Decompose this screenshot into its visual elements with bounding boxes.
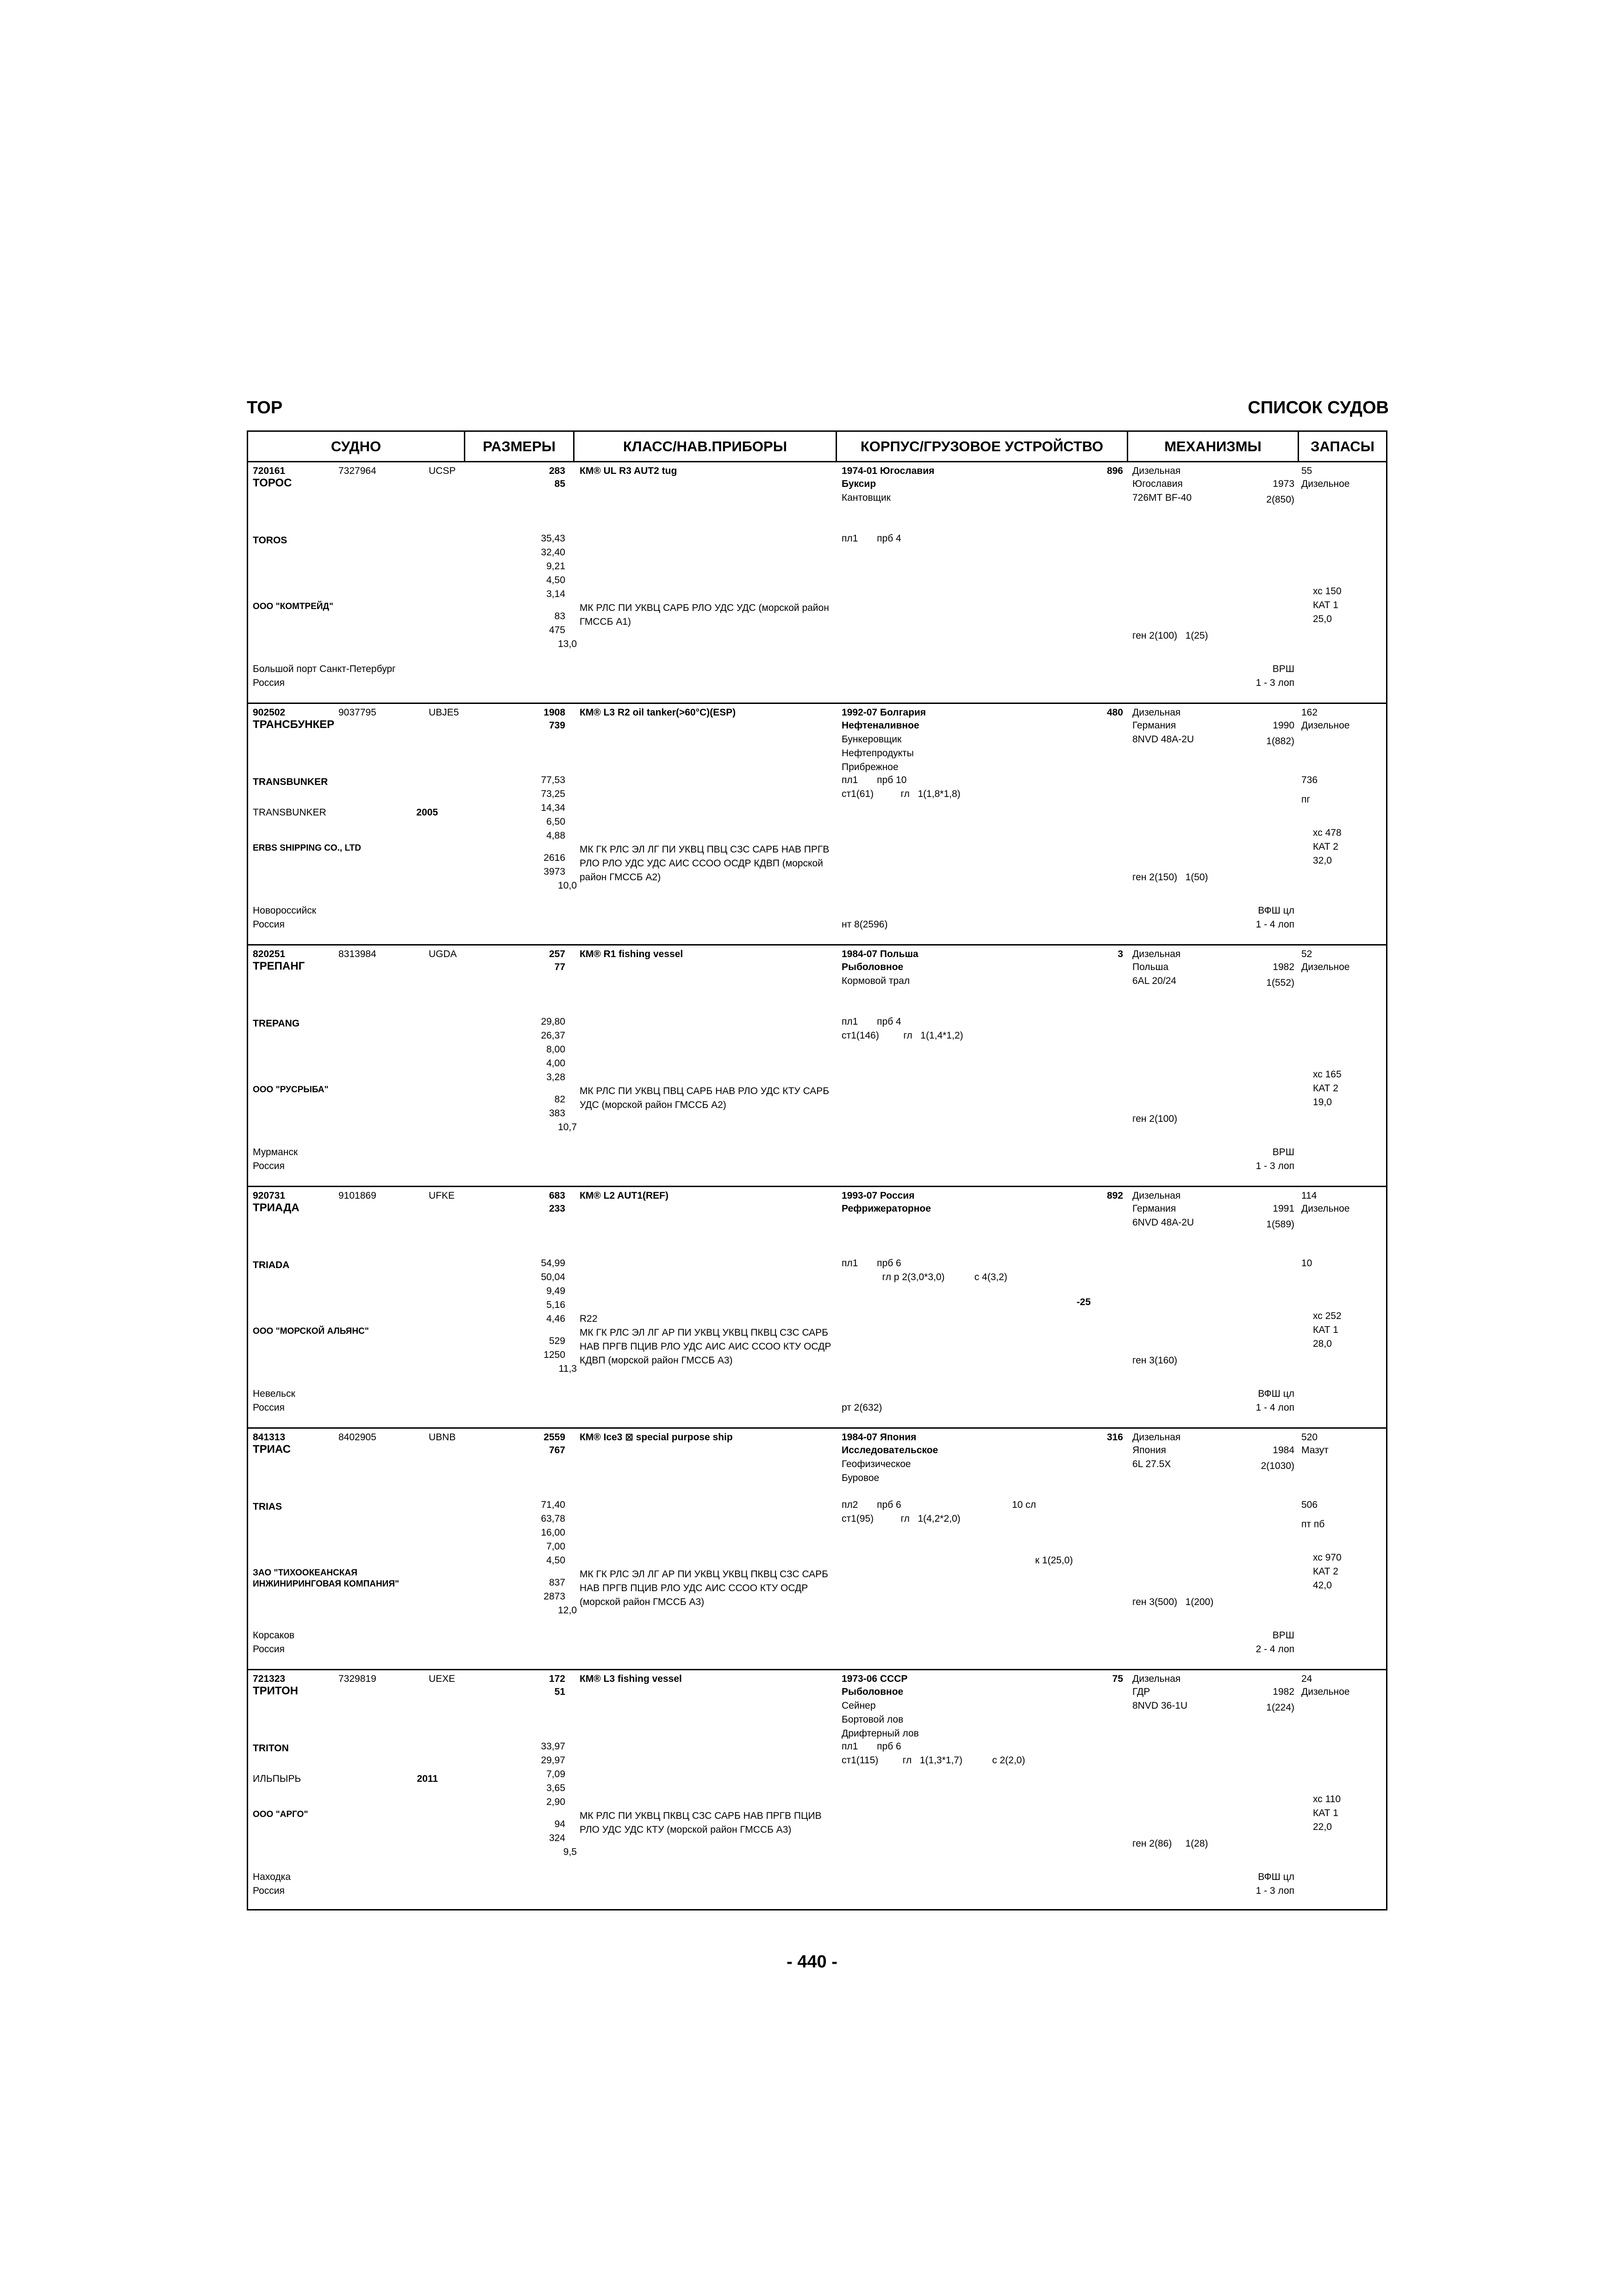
engine-type: Дизельная — [1132, 1190, 1181, 1201]
capacity-value: 10,7 — [558, 1122, 577, 1132]
net-tonnage: 739 — [549, 720, 565, 731]
home-port: Невельск — [253, 1388, 295, 1399]
engine-type: Дизельная — [1132, 1674, 1181, 1684]
refrigeration-value: хс 165 — [1313, 1069, 1342, 1080]
refrigeration-value: КАТ 2 — [1313, 1566, 1338, 1577]
refrigeration-value: КАТ 2 — [1313, 841, 1338, 852]
propeller-blades: 2 - 4 лоп — [1255, 1644, 1294, 1655]
refrigeration-value: 22,0 — [1313, 1822, 1332, 1832]
dimension-value: 6,50 — [546, 816, 565, 827]
engine-country: Германия — [1132, 720, 1176, 731]
class-notation: КМ® UL R3 AUT2 tug — [580, 466, 677, 476]
propeller: ВФШ цл — [1258, 1388, 1294, 1399]
generators: ген 2(86) 1(28) — [1132, 1838, 1208, 1849]
capacity-value: 3973 — [543, 866, 565, 877]
fuel-type: Дизельное — [1301, 962, 1350, 972]
nav-equipment: МК ГК РЛС ЭЛ ЛГ АР ПИ УКВЦ УКВЦ ПКВЦ СЗС САРБ НАВ ПРГВ ПЦИВ РЛО УДС АИС ССОО КТУ ОСДР (морской район ГМССБ А3) — [580, 1569, 828, 1607]
nav-equipment: МК РЛС ПИ УКВЦ САРБ РЛО УДС УДС (морской район ГМССБ А1) — [580, 603, 829, 627]
vessel-type: Рыболовное — [842, 962, 904, 972]
dimension-value: 29,80 — [541, 1016, 565, 1027]
hull-line: пл1 прб 4 — [842, 533, 901, 544]
refrigeration-value: 28,0 — [1313, 1338, 1332, 1349]
propeller-blades: 1 - 3 лоп — [1255, 678, 1294, 688]
nav-equipment: МК РЛС ПИ УКВЦ ПВЦ САРБ НАВ РЛО УДС КТУ САРБ УДС (морской район ГМССБ А2) — [580, 1086, 830, 1110]
capacity-value: 94 — [554, 1819, 565, 1829]
generators: ген 3(500) 1(200) — [1132, 1597, 1214, 1607]
vessel-entry — [248, 946, 1386, 1187]
vessel-name-ru: ТРАНСБУНКЕР — [253, 718, 335, 731]
fuel-type: Дизельное — [1301, 1686, 1350, 1697]
flag-country: Россия — [253, 678, 285, 688]
capacity-value: 475 — [549, 625, 565, 635]
engine-year: 1991 — [1273, 1203, 1294, 1214]
class-notation: КМ® L3 R2 oil tanker(>60°C)(ESP) — [580, 707, 736, 718]
purpose: Буровое — [842, 1473, 880, 1483]
owner: ООО "МОРСКОЙ АЛЬЯНС" — [253, 1326, 369, 1336]
capacity-value: 837 — [549, 1577, 565, 1588]
registry-number: 920731 — [253, 1190, 286, 1201]
dimension-value: 4,46 — [546, 1313, 565, 1324]
propeller: ВРШ — [1272, 1147, 1294, 1157]
purpose: Бункеровщик — [842, 734, 902, 745]
build-date-country: 1984-07 Польша — [842, 949, 918, 959]
call-sign: UBNB — [429, 1432, 456, 1443]
hull-line: ст1(95) гл 1(4,2*2,0) — [842, 1513, 961, 1524]
dimension-value: 14,34 — [541, 803, 565, 813]
column-header-class: КЛАСС/НАВ.ПРИБОРЫ — [575, 432, 836, 462]
registry-number: 820251 — [253, 949, 286, 959]
vessel-type: Рефрижераторное — [842, 1203, 931, 1214]
purpose: Геофизическое — [842, 1459, 911, 1469]
owner: ERBS SHIPPING CO., LTD — [253, 843, 362, 853]
running-header-right: СПИСОК СУДОВ — [1248, 398, 1389, 417]
vessel-name-ru: ТРЕПАНГ — [253, 960, 305, 972]
nav-equipment: МК ГК РЛС ЭЛ ЛГ ПИ УКВЦ ПВЦ СЗС САРБ НАВ ПРГВ РЛО РЛО УДС УДС АИС ССОО ОСДР КДВП (морской район ГМССБ А2) — [580, 844, 830, 883]
propeller-blades: 1 - 3 лоп — [1255, 1161, 1294, 1171]
hull-line: гл р 2(3,0*3,0) с 4(3,2) — [842, 1272, 1007, 1282]
engine-country: Югославия — [1132, 479, 1183, 489]
propeller: ВФШ цл — [1258, 905, 1294, 916]
build-date-country: 1993-07 Россия — [842, 1190, 915, 1201]
gross-tonnage: 1908 — [543, 707, 565, 718]
gross-tonnage: 257 — [549, 949, 565, 959]
engine-model: 6L 27.5X — [1132, 1459, 1171, 1469]
fuel-type: Дизельное — [1301, 1203, 1350, 1214]
imo-number: 7327964 — [338, 466, 376, 476]
capacity-value: 13,0 — [558, 639, 577, 649]
vessel-name-ru: ТОРОС — [253, 477, 292, 489]
dimension-value: 9,49 — [546, 1286, 565, 1296]
engine-model: 6AL 20/24 — [1132, 976, 1176, 986]
purpose: Прибрежное — [842, 762, 899, 772]
engine-model: 8NVD 48A-2U — [1132, 734, 1194, 745]
vessel-name-latin: TRIAS — [253, 1501, 282, 1512]
build-date-country: 1992-07 Болгария — [842, 707, 926, 718]
builder-number: 316 — [1106, 1432, 1123, 1443]
home-port: Находка — [253, 1872, 291, 1882]
propeller-blades: 1 - 4 лоп — [1255, 919, 1294, 930]
vessel-entry — [248, 462, 1386, 704]
dimension-value: 9,21 — [546, 561, 565, 572]
capacity-value: 2616 — [543, 852, 565, 863]
capacity-value: 1250 — [543, 1350, 565, 1360]
flag-country: Россия — [253, 1161, 285, 1171]
purpose: Бортовой лов — [842, 1714, 904, 1725]
propeller-blades: 1 - 3 лоп — [1255, 1885, 1294, 1896]
propeller-blades: 1 - 4 лоп — [1255, 1402, 1294, 1413]
build-date-country: 1973-06 СССР — [842, 1674, 908, 1684]
column-header-hull: КОРПУС/ГРУЗОВОЕ УСТРОЙСТВО — [837, 432, 1127, 462]
dimension-value: 29,97 — [541, 1755, 565, 1766]
capacity-value: 383 — [549, 1108, 565, 1119]
fuel-type: Дизельное — [1301, 479, 1350, 489]
dimension-value: 7,09 — [546, 1769, 565, 1780]
refrigeration-value: 25,0 — [1313, 614, 1332, 624]
call-sign: UGDA — [429, 949, 457, 959]
vessel-name-ru: ТРИАС — [253, 1443, 291, 1456]
dimension-value: 50,04 — [541, 1272, 565, 1282]
call-sign: UEXE — [429, 1674, 456, 1684]
home-port: Большой порт Санкт-Петербург — [253, 664, 396, 674]
dimension-value: 71,40 — [541, 1500, 565, 1510]
class-notation: КМ® L2 AUT1(REF) — [580, 1190, 669, 1201]
refrigeration-value: КАТ 2 — [1313, 1083, 1338, 1094]
vessel-type: Рыболовное — [842, 1686, 904, 1697]
gross-tonnage: 683 — [549, 1190, 565, 1201]
dimension-value: 63,78 — [541, 1513, 565, 1524]
engine-country: Германия — [1132, 1203, 1176, 1214]
vessel-entry — [248, 1429, 1386, 1670]
vessel-name-latin: TOROS — [253, 535, 287, 546]
hull-line: пл1 прб 6 — [842, 1741, 901, 1752]
purpose: Кормовой трал — [842, 976, 910, 986]
capacity-value: 529 — [549, 1336, 565, 1346]
purpose: Нефтепродукты — [842, 748, 914, 759]
nav-equipment: МК ГК РЛС ЭЛ ЛГ АР ПИ УКВЦ УКВЦ ПКВЦ СЗС САРБ НАВ ПРГВ ПЦИВ РЛО УДС АИС АИС ССОО КТУ ОСДР КДВП (морской район ГМССБ А3) — [580, 1327, 831, 1366]
previous-name: ИЛЬПЫРЬ — [253, 1773, 301, 1784]
imo-number: 8402905 — [338, 1432, 376, 1443]
engine-model: 6NVD 48A-2U — [1132, 1217, 1194, 1228]
capacity-value: 324 — [549, 1833, 565, 1843]
purpose: Кантовщик — [842, 492, 891, 503]
refrigeration-value: КАТ 1 — [1313, 1325, 1338, 1335]
vessel-name-ru: ТРИТОН — [253, 1685, 298, 1697]
refrigeration-value: хс 252 — [1313, 1311, 1342, 1321]
imo-number: 8313984 — [338, 949, 376, 959]
column-header-dimensions: РАЗМЕРЫ — [465, 432, 573, 462]
dimension-value: 7,00 — [546, 1541, 565, 1552]
hull-extra: к 1(25,0) — [1035, 1555, 1073, 1566]
cargo-bottom: нт 8(2596) — [842, 919, 888, 930]
refrigeration-value: хс 110 — [1313, 1794, 1341, 1804]
gross-tonnage: 2559 — [543, 1432, 565, 1443]
call-sign: UBJE5 — [429, 707, 459, 718]
dimension-value: 2,90 — [546, 1797, 565, 1807]
vessel-entry — [248, 1670, 1386, 1909]
gross-tonnage: 283 — [549, 466, 565, 476]
engine-country: Япония — [1132, 1445, 1166, 1456]
engine-power: 1(224) — [1266, 1702, 1294, 1713]
propeller: ВФШ цл — [1258, 1872, 1294, 1882]
stores-value: 506 — [1301, 1500, 1318, 1510]
build-date-country: 1974-01 Югославия — [842, 466, 935, 476]
net-tonnage: 85 — [554, 479, 565, 489]
engine-power: 1(882) — [1266, 736, 1294, 747]
stores-value: 736 — [1301, 775, 1318, 785]
previous-name-year: 2011 — [417, 1773, 438, 1784]
flag-country: Россия — [253, 1644, 285, 1655]
vessel-name-ru: ТРИАДА — [253, 1201, 300, 1214]
dimension-value: 77,53 — [541, 775, 565, 785]
flag-country: Россия — [253, 1885, 285, 1896]
net-tonnage: 77 — [554, 962, 565, 972]
previous-name-year: 2005 — [416, 807, 438, 818]
nav-equipment: МК РЛС ПИ УКВЦ ПКВЦ СЗС САРБ НАВ ПРГВ ПЦИВ РЛО УДС УДС КТУ (морской район ГМССБ А3) — [580, 1811, 822, 1835]
build-date-country: 1984-07 Япония — [842, 1432, 917, 1443]
dimension-value: 4,50 — [546, 575, 565, 585]
vessel-type: Исследовательское — [842, 1445, 938, 1456]
dimension-value: 54,99 — [541, 1258, 565, 1269]
net-tonnage: 51 — [554, 1686, 565, 1697]
engine-country: Польша — [1132, 962, 1169, 972]
dimension-value: 3,28 — [546, 1072, 565, 1083]
engine-power: 2(850) — [1266, 494, 1294, 505]
dimension-value: 8,00 — [546, 1044, 565, 1055]
dimension-value: 73,25 — [541, 789, 565, 799]
engine-power: 1(552) — [1266, 977, 1294, 988]
dimension-value: 3,14 — [546, 589, 565, 599]
column-header-stores: ЗАПАСЫ — [1299, 432, 1386, 462]
engine-type: Дизельная — [1132, 1432, 1181, 1443]
registry-number: 841313 — [253, 1432, 286, 1443]
nav-prefix: R22 — [580, 1313, 598, 1324]
capacity-value: 11,3 — [558, 1363, 577, 1374]
builder-number: 892 — [1106, 1190, 1123, 1201]
engine-year: 1982 — [1273, 962, 1294, 972]
engine-model: 8NVD 36-1U — [1132, 1700, 1188, 1711]
engine-year: 1982 — [1273, 1686, 1294, 1697]
fuel-capacity: 162 — [1301, 707, 1318, 718]
class-notation: КМ® Ice3 ⊠ special purpose ship — [580, 1432, 733, 1443]
dimension-value: 5,16 — [546, 1300, 565, 1310]
class-notation: КМ® L3 fishing vessel — [580, 1674, 682, 1684]
owner: ООО "РУСРЫБА" — [253, 1085, 329, 1095]
dimension-value: 4,50 — [546, 1555, 565, 1566]
owner: ЗАО "ТИХООКЕАНСКАЯ ИНЖИНИРИНГОВАЯ КОМПАНИЯ" — [253, 1568, 399, 1589]
fuel-type: Мазут — [1301, 1445, 1329, 1456]
builder-number: 480 — [1106, 707, 1123, 718]
vessel-name-latin: TRITON — [253, 1743, 289, 1754]
imo-number: 7329819 — [338, 1674, 376, 1684]
refrigeration-value: 42,0 — [1313, 1580, 1332, 1591]
builder-number: 3 — [1118, 949, 1123, 959]
hull-line: пл1 прб 10 — [842, 775, 907, 785]
engine-year: 1990 — [1273, 720, 1294, 731]
home-port: Мурманск — [253, 1147, 298, 1157]
capacity-value: 2873 — [543, 1591, 565, 1602]
registry-number: 721323 — [253, 1674, 286, 1684]
column-header-vessel: СУДНО — [248, 432, 464, 462]
net-tonnage: 233 — [549, 1203, 565, 1214]
home-port: Новороссийск — [253, 905, 316, 916]
engine-type: Дизельная — [1132, 949, 1181, 959]
vessel-name-latin: TREPANG — [253, 1018, 300, 1029]
fuel-capacity: 52 — [1301, 949, 1312, 959]
vessel-type: Нефтеналивное — [842, 720, 919, 731]
dimension-value: 3,65 — [546, 1783, 565, 1793]
dimension-value: 26,37 — [541, 1030, 565, 1041]
generators: ген 3(160) — [1132, 1355, 1178, 1366]
call-sign: UCSP — [429, 466, 456, 476]
registry-number: 902502 — [253, 707, 286, 718]
vessel-name-latin: TRANSBUNKER — [253, 777, 328, 787]
vessel-entry — [248, 1187, 1386, 1429]
stores-value: 10 — [1301, 1258, 1312, 1269]
refrigeration-value: 32,0 — [1313, 855, 1332, 866]
refrigeration-value: хс 478 — [1313, 828, 1342, 838]
gross-tonnage: 172 — [549, 1674, 565, 1684]
purpose: Дрифтерный лов — [842, 1728, 919, 1739]
engine-power: 1(589) — [1266, 1219, 1294, 1230]
engine-type: Дизельная — [1132, 707, 1181, 718]
previous-name: TRANSBUNKER — [253, 807, 326, 818]
vessel-entry — [248, 704, 1386, 946]
cargo-bottom: рт 2(632) — [842, 1402, 882, 1413]
refrigeration-value: хс 970 — [1313, 1552, 1342, 1563]
home-port: Корсаков — [253, 1630, 295, 1641]
propeller: ВРШ — [1272, 664, 1294, 674]
builder-number: 75 — [1112, 1674, 1123, 1684]
engine-model: 726MT BF-40 — [1132, 492, 1192, 503]
engine-type: Дизельная — [1132, 466, 1181, 476]
class-notation: КМ® R1 fishing vessel — [580, 949, 683, 959]
generators: ген 2(100) 1(25) — [1132, 630, 1208, 641]
column-header-machinery: МЕХАНИЗМЫ — [1128, 432, 1298, 462]
imo-number: 9101869 — [338, 1190, 376, 1201]
flag-country: Россия — [253, 1402, 285, 1413]
hull-line: ст1(115) гл 1(1,3*1,7) с 2(2,0) — [842, 1755, 1025, 1766]
call-sign: UFKE — [429, 1190, 455, 1201]
dimension-value: 4,88 — [546, 830, 565, 841]
hull-line: ст1(146) гл 1(1,4*1,2) — [842, 1030, 963, 1041]
dimension-value: 33,97 — [541, 1741, 565, 1752]
hull-line: пл2 прб 6 10 сл — [842, 1500, 1036, 1510]
engine-power: 2(1030) — [1261, 1461, 1294, 1471]
running-header-left: ТОР — [247, 398, 283, 417]
purpose: Сейнер — [842, 1700, 876, 1711]
refrigeration-value: 19,0 — [1313, 1097, 1332, 1108]
engine-year: 1973 — [1273, 479, 1294, 489]
hull-line: ст1(61) гл 1(1,8*1,8) — [842, 789, 961, 799]
fuel-capacity: 55 — [1301, 466, 1312, 476]
builder-number: 896 — [1106, 466, 1123, 476]
imo-number: 9037795 — [338, 707, 376, 718]
capacity-value: 9,5 — [563, 1847, 577, 1857]
engine-country: ГДР — [1132, 1686, 1150, 1697]
fuel-capacity: 24 — [1301, 1674, 1312, 1684]
dimension-value: 16,00 — [541, 1527, 565, 1538]
generators: ген 2(100) — [1132, 1114, 1178, 1124]
ice-value: -25 — [1076, 1297, 1091, 1307]
fuel-capacity: 520 — [1301, 1432, 1318, 1443]
engine-year: 1984 — [1273, 1445, 1294, 1456]
owner: ООО "АРГО" — [253, 1810, 308, 1819]
dimension-value: 4,00 — [546, 1058, 565, 1069]
refrigeration-value: хс 150 — [1313, 586, 1342, 597]
fuel-capacity: 114 — [1301, 1190, 1317, 1201]
refrigeration-value: КАТ 1 — [1313, 600, 1338, 610]
stores-value: пг — [1301, 794, 1311, 805]
fuel-type: Дизельное — [1301, 720, 1350, 731]
dimension-value: 35,43 — [541, 533, 565, 544]
net-tonnage: 767 — [549, 1445, 565, 1456]
capacity-value: 82 — [554, 1094, 565, 1105]
dimension-value: 32,40 — [541, 547, 565, 558]
flag-country: Россия — [253, 919, 285, 930]
stores-value: пт пб — [1301, 1519, 1325, 1530]
vessel-name-latin: TRIADA — [253, 1260, 290, 1270]
refrigeration-value: КАТ 1 — [1313, 1808, 1338, 1818]
propeller: ВРШ — [1272, 1630, 1294, 1641]
vessel-type: Буксир — [842, 479, 876, 489]
registry-number: 720161 — [253, 466, 286, 476]
vessel-table — [247, 430, 1387, 1910]
owner: ООО "КОМТРЕЙД" — [253, 602, 333, 611]
hull-line: пл1 прб 6 — [842, 1258, 901, 1269]
hull-line: пл1 прб 4 — [842, 1016, 901, 1027]
generators: ген 2(150) 1(50) — [1132, 872, 1208, 883]
page-number: - 440 - — [787, 1952, 837, 1972]
capacity-value: 10,0 — [558, 880, 577, 891]
capacity-value: 83 — [554, 611, 565, 622]
capacity-value: 12,0 — [558, 1605, 577, 1616]
